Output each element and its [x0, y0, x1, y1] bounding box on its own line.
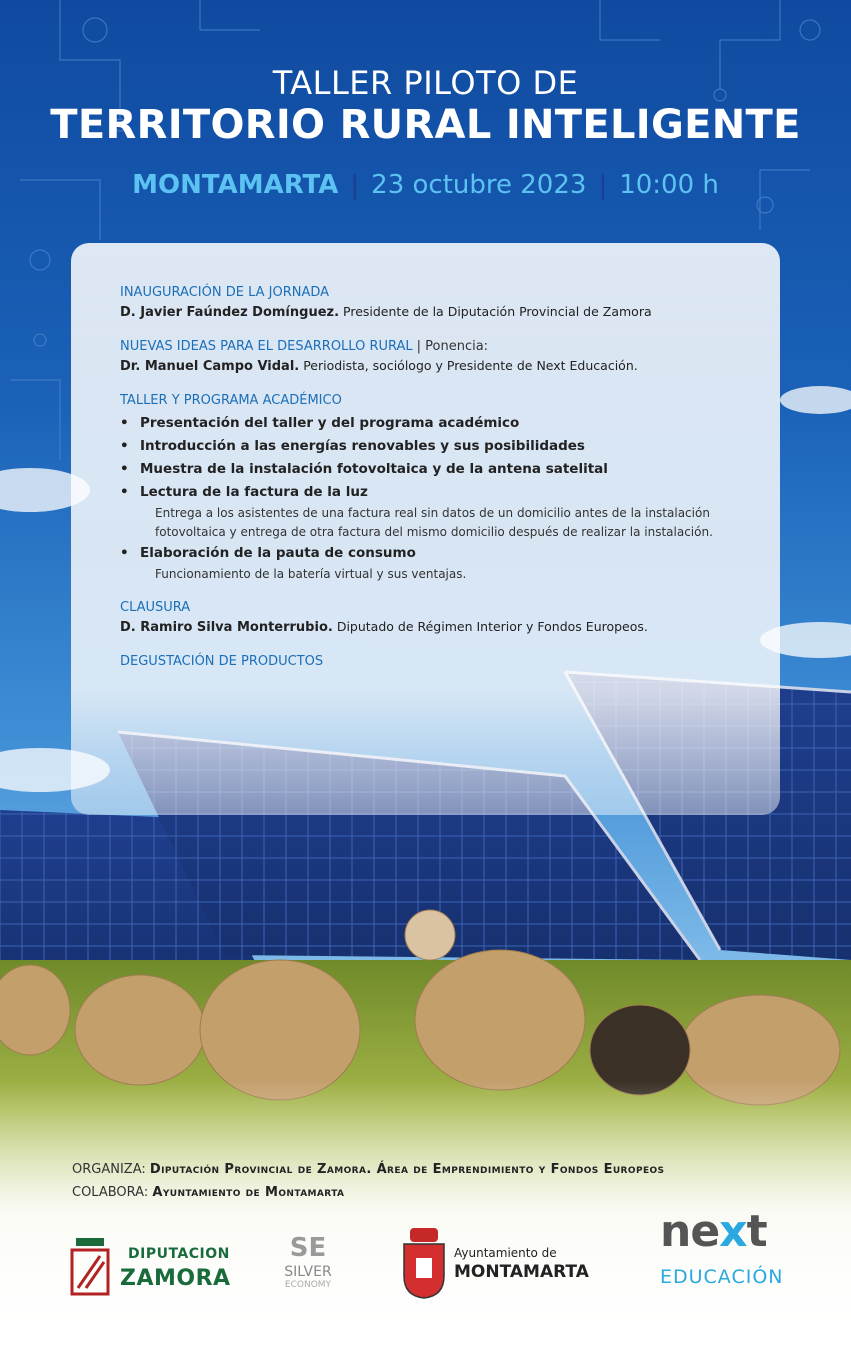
- speaker-role: Presidente de la Diputación Provincial de Zamora: [343, 304, 652, 319]
- section-heading: TALLER Y PROGRAMA ACADÉMICO: [120, 393, 342, 408]
- credits: [72, 1158, 812, 1204]
- coat-of-arms-icon: [402, 1226, 446, 1300]
- item-label: Muestra de la instalación fotovoltaica y de la antena satelital: [140, 461, 608, 477]
- event-date: 23 octubre 2023: [371, 170, 587, 200]
- program-list: [120, 412, 760, 584]
- separator: |: [350, 170, 360, 200]
- section-degustacion: [120, 653, 760, 671]
- heading-suffix: | Ponencia:: [416, 339, 489, 354]
- organiza-value: Diputación Provincial de Zamora. Área de Emprendimiento y Fondos Europeos: [149, 1162, 665, 1177]
- diputacion-zamora-logo: [70, 1236, 240, 1298]
- zamora-text: ZAMORA: [120, 1266, 231, 1291]
- program-panel: [71, 243, 780, 815]
- speaker-name: D. Javier Faúndez Domínguez.: [120, 305, 340, 320]
- item-label: Introducción a las energías renovables y sus posibilidades: [140, 438, 585, 454]
- list-item: [120, 542, 760, 584]
- next-wordmark: next: [660, 1206, 767, 1257]
- montamarta-text: MONTAMARTA: [454, 1262, 589, 1282]
- section-heading: DEGUSTACIÓN DE PRODUCTOS: [120, 654, 324, 669]
- colabora-value: Ayuntamiento de Montamarta: [152, 1185, 345, 1200]
- educacion-text: EDUCACIÓN: [660, 1266, 784, 1288]
- ayuntamiento-text: Ayuntamiento de: [454, 1246, 557, 1260]
- section-taller: [120, 392, 760, 584]
- speaker-name: D. Ramiro Silva Monterrubio.: [120, 620, 333, 635]
- section-heading: CLAUSURA: [120, 600, 191, 615]
- speaker-role: Periodista, sociólogo y Presidente de Next Educación.: [303, 358, 638, 373]
- section-clausura: [120, 599, 760, 638]
- economy-text: ECONOMY: [284, 1280, 332, 1290]
- item-detail: Entrega a los asistentes de una factura real sin datos de un domicilio antes de la instalación fotovoltaica y entrega de otra factura del mismo domicilio después de realizar la instalación.: [155, 506, 713, 539]
- item-label: Presentación del taller y del programa académico: [140, 415, 520, 431]
- next-educacion-logo: [660, 1206, 790, 1294]
- item-label: Elaboración de la pauta de consumo: [140, 545, 416, 561]
- list-item: [120, 481, 760, 542]
- item-detail: Funcionamiento de la batería virtual y sus ventajas.: [155, 567, 467, 581]
- organiza-label: ORGANIZA:: [72, 1162, 146, 1177]
- section-nuevas-ideas: [120, 338, 760, 377]
- section-heading: INAUGURACIÓN DE LA JORNADA: [120, 285, 330, 300]
- event-place: MONTAMARTA: [132, 170, 339, 200]
- ayuntamiento-montamarta-logo: [402, 1226, 592, 1300]
- separator: |: [598, 170, 608, 200]
- title-line-1: TALLER PILOTO DE: [272, 64, 579, 102]
- zamora-shield-icon: [70, 1236, 110, 1296]
- section-inauguracion: [120, 284, 760, 323]
- se-monogram-icon: [273, 1232, 343, 1262]
- item-label: Lectura de la factura de la luz: [140, 484, 368, 500]
- event-details: [0, 170, 851, 200]
- list-item: [120, 435, 760, 458]
- silver-economy-logo: [273, 1232, 343, 1296]
- svg-text:SE: SE: [289, 1233, 327, 1262]
- list-item: [120, 412, 760, 435]
- event-time: 10:00 h: [619, 170, 719, 200]
- diputacion-text: DIPUTACION: [128, 1246, 230, 1262]
- speaker-role: Diputado de Régimen Interior y Fondos Europeos.: [336, 619, 648, 634]
- speaker-name: Dr. Manuel Campo Vidal.: [120, 359, 300, 374]
- colabora-label: COLABORA:: [72, 1185, 149, 1200]
- list-item: [120, 458, 760, 481]
- title-line-2: TERRITORIO RURAL INTELIGENTE: [50, 102, 801, 148]
- silver-text: SILVER: [284, 1264, 332, 1280]
- section-heading: NUEVAS IDEAS PARA EL DESARROLLO RURAL: [120, 339, 413, 354]
